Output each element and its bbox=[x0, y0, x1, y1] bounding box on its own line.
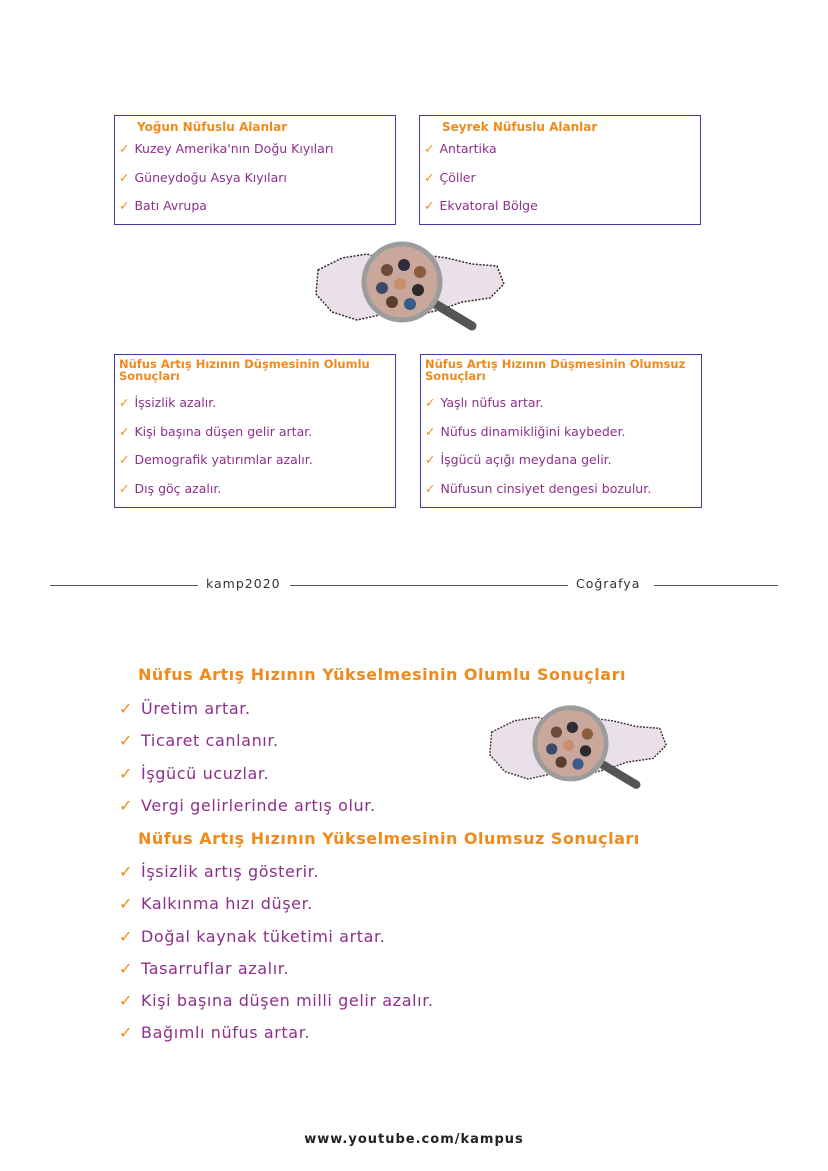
decline-negative-title: Nüfus Artış Hızının Düşmesinin Olumsuz Sonuçları bbox=[425, 357, 686, 383]
list-item-text: İşgücü açığı meydana gelir. bbox=[440, 452, 612, 467]
list-item-text: Bağımlı nüfus artar. bbox=[141, 1023, 311, 1043]
check-icon: ✓ bbox=[119, 958, 134, 978]
list-item-text: Kuzey Amerika'nın Doğu Kıyıları bbox=[134, 141, 334, 156]
dense-areas-box bbox=[114, 115, 396, 225]
list-item bbox=[119, 959, 434, 991]
check-icon: ✓ bbox=[119, 423, 130, 439]
check-icon: ✓ bbox=[425, 452, 436, 467]
check-icon: ✓ bbox=[119, 926, 134, 946]
list-item-text: Kalkınma hızı düşer. bbox=[141, 894, 313, 914]
sparse-areas-title: Seyrek Nüfuslu Alanlar bbox=[442, 120, 598, 134]
check-icon: ✓ bbox=[119, 894, 134, 914]
divider-line-left bbox=[50, 585, 198, 586]
divider-line-right bbox=[654, 585, 778, 586]
check-icon: ✓ bbox=[424, 169, 435, 185]
list-item-text: Antartika bbox=[439, 141, 497, 156]
check-icon: ✓ bbox=[424, 198, 435, 213]
dense-areas-title: Yoğun Nüfuslu Alanlar bbox=[137, 120, 288, 134]
list-item bbox=[119, 199, 390, 213]
divider-line-middle bbox=[290, 585, 568, 586]
decline-positive-title: Nüfus Artış Hızının Düşmesinin Olumlu Sonuçları bbox=[119, 357, 370, 383]
list-item bbox=[119, 171, 390, 185]
check-icon: ✓ bbox=[119, 991, 134, 1011]
turkey-map-magnifier-illustration bbox=[312, 240, 508, 336]
rise-negative-list bbox=[119, 862, 434, 1056]
list-item-text: Vergi gelirlerinde artış olur. bbox=[141, 795, 376, 815]
decline-negative-list bbox=[425, 396, 696, 496]
list-item bbox=[119, 764, 376, 796]
list-item bbox=[425, 453, 696, 467]
list-item bbox=[119, 1023, 434, 1055]
rise-positive-title: Nüfus Artış Hızının Yükselmesinin Olumlu Sonuçları bbox=[138, 665, 626, 684]
check-icon: ✓ bbox=[119, 395, 130, 410]
list-item-text: Demografik yatırımlar azalır. bbox=[134, 452, 313, 467]
list-item bbox=[119, 453, 390, 467]
footer-url: www.youtube.com/kampus bbox=[304, 1132, 524, 1147]
list-item-text: Güneydoğu Asya Kıyıları bbox=[134, 169, 287, 185]
rise-negative-title: Nüfus Artış Hızının Yükselmesinin Olumsuz Sonuçları bbox=[138, 829, 640, 848]
list-item bbox=[119, 142, 390, 156]
list-item-text: Yaşlı nüfus artar. bbox=[440, 395, 544, 410]
list-item-text: Nüfus dinamikliğini kaybeder. bbox=[440, 423, 626, 439]
sparse-areas-list bbox=[424, 142, 695, 213]
check-icon: ✓ bbox=[119, 1023, 134, 1043]
list-item-text: Nüfusun cinsiyet dengesi bozulur. bbox=[440, 480, 652, 496]
list-item bbox=[424, 199, 695, 213]
turkey-map-magnifier-illustration-2 bbox=[486, 702, 670, 796]
check-icon: ✓ bbox=[119, 763, 134, 783]
list-item-text: İşsizlik artış gösterir. bbox=[141, 862, 320, 881]
list-item-text: İşgücü ucuzlar. bbox=[141, 763, 270, 783]
list-item bbox=[119, 796, 376, 828]
check-icon: ✓ bbox=[425, 423, 436, 439]
check-icon: ✓ bbox=[119, 795, 134, 815]
check-icon: ✓ bbox=[119, 198, 130, 213]
check-icon: ✓ bbox=[425, 480, 436, 496]
list-item-text: Kişi başına düşen milli gelir azalır. bbox=[141, 991, 434, 1011]
list-item-text: İşsizlik azalır. bbox=[134, 395, 217, 410]
decline-positive-list bbox=[119, 396, 390, 496]
check-icon: ✓ bbox=[119, 169, 130, 185]
list-item-text: Tasarruflar azalır. bbox=[141, 958, 290, 978]
check-icon: ✓ bbox=[119, 699, 134, 718]
divider-left-label: kamp2020 bbox=[206, 576, 281, 591]
check-icon: ✓ bbox=[119, 141, 130, 156]
rise-positive-list bbox=[119, 699, 376, 828]
list-item bbox=[119, 482, 390, 496]
sparse-areas-box bbox=[419, 115, 701, 225]
check-icon: ✓ bbox=[119, 731, 134, 751]
list-item-text: Doğal kaynak tüketimi artar. bbox=[141, 926, 386, 946]
list-item-text: Üretim artar. bbox=[141, 699, 251, 718]
list-item-text: Kişi başına düşen gelir artar. bbox=[134, 423, 313, 439]
list-item bbox=[119, 894, 434, 926]
list-item bbox=[424, 171, 695, 185]
list-item-text: Batı Avrupa bbox=[134, 198, 207, 213]
list-item bbox=[425, 425, 696, 439]
decline-positive-box bbox=[114, 354, 396, 508]
list-item bbox=[424, 142, 695, 156]
dense-areas-list bbox=[119, 142, 390, 213]
check-icon: ✓ bbox=[424, 141, 435, 156]
check-icon: ✓ bbox=[119, 452, 130, 467]
list-item bbox=[119, 862, 434, 894]
list-item bbox=[119, 927, 434, 959]
list-item-text: Çöller bbox=[439, 169, 476, 185]
list-item-text: Ticaret canlanır. bbox=[141, 731, 279, 751]
check-icon: ✓ bbox=[119, 480, 130, 496]
list-item bbox=[119, 731, 376, 763]
list-item-text: Ekvatoral Bölge bbox=[439, 198, 538, 213]
divider-right-label: Coğrafya bbox=[576, 576, 641, 591]
list-item bbox=[425, 482, 696, 496]
list-item bbox=[119, 396, 390, 410]
check-icon: ✓ bbox=[425, 395, 436, 410]
check-icon: ✓ bbox=[119, 862, 134, 881]
list-item-text: Dış göç azalır. bbox=[134, 480, 222, 496]
decline-negative-box bbox=[420, 354, 702, 508]
list-item bbox=[119, 991, 434, 1023]
list-item bbox=[425, 396, 696, 410]
list-item bbox=[119, 699, 376, 731]
list-item bbox=[119, 425, 390, 439]
